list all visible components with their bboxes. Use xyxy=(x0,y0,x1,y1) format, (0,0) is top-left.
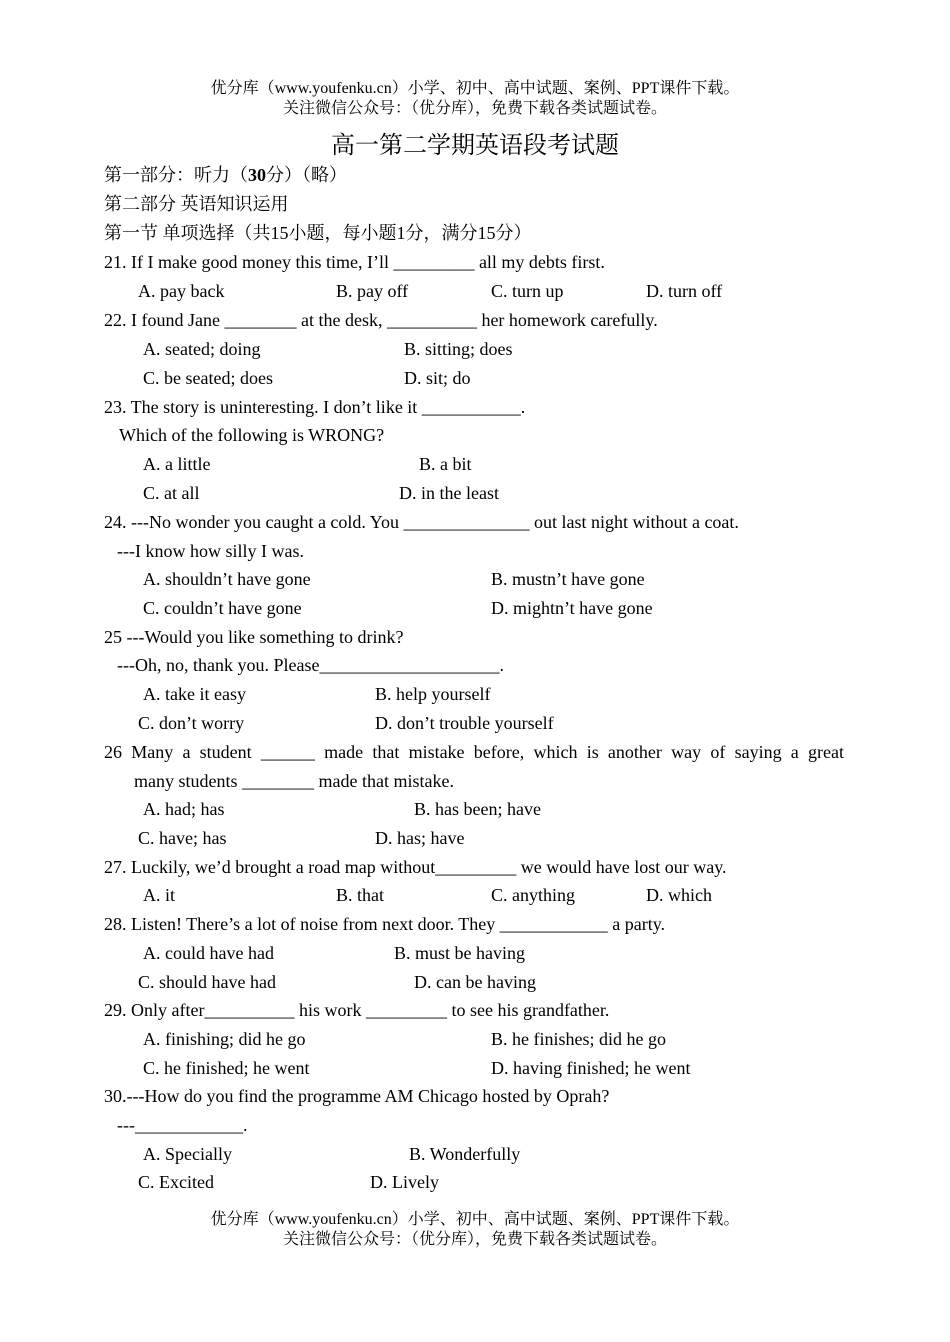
question-30-stem-2: ---____________. xyxy=(117,1115,248,1135)
question-24-option-a: A. shouldn’t have gone xyxy=(143,569,311,589)
part-two-heading: 第二部分 英语知识运用 xyxy=(104,194,289,214)
section-one-heading: 第一节 单项选择（共15小题，每小题1分，满分15分） xyxy=(104,223,532,243)
question-23-option-b: B. a bit xyxy=(419,454,472,474)
question-21-option-b: B. pay off xyxy=(336,281,409,301)
question-24-option-c: C. couldn’t have gone xyxy=(143,598,302,618)
question-30-stem: 30.---How do you find the programme AM Chicago hosted by Oprah? xyxy=(104,1086,610,1106)
question-24-option-d: D. mightn’t have gone xyxy=(491,598,653,618)
question-22-stem: 22. I found Jane ________ at the desk, __________ her homework carefully. xyxy=(104,310,658,330)
question-28-stem: 28. Listen! There’s a lot of noise from next door. They ____________ a party. xyxy=(104,914,666,934)
question-22-option-d: D. sit; do xyxy=(404,368,471,388)
question-22-option-a: A. seated; doing xyxy=(143,339,261,359)
question-26-option-b: B. has been; have xyxy=(414,799,541,819)
question-23-option-a: A. a little xyxy=(143,454,211,474)
question-29-option-a: A. finishing; did he go xyxy=(143,1029,306,1049)
part-one-heading xyxy=(104,163,347,187)
question-25-stem: 25 ---Would you like something to drink? xyxy=(104,627,404,647)
question-30-option-c: C. Excited xyxy=(138,1172,214,1192)
question-29-stem: 29. Only after__________ his work _________ to see his grandfather. xyxy=(104,1000,610,1020)
part-one-score: 30 xyxy=(248,165,266,185)
question-23-stem-2: Which of the following is WRONG? xyxy=(119,425,385,445)
question-27-option-d: D. which xyxy=(646,885,712,905)
footer-line-1: 优分库（www.youfenku.cn）小学、初中、高中试题、案例、PPT课件下载。 xyxy=(210,1211,740,1228)
question-28-option-d: D. can be having xyxy=(414,972,536,992)
question-23-option-d: D. in the least xyxy=(399,483,499,503)
question-26-option-a: A. had; has xyxy=(143,799,225,819)
question-24-stem: 24. ---No wonder you caught a cold. You ______________ out last night without a coat. xyxy=(104,512,739,532)
exam-title: 高一第二学期英语段考试题 xyxy=(331,133,619,159)
part-one-suffix: 分）（略） xyxy=(266,165,347,185)
question-29-option-c: C. he finished; he went xyxy=(143,1058,310,1078)
question-29-option-d: D. having finished; he went xyxy=(491,1058,691,1078)
part-one-prefix: 第一部分：听力（ xyxy=(104,165,248,185)
question-27-option-a: A. it xyxy=(143,885,176,905)
question-28-option-c: C. should have had xyxy=(138,972,276,992)
question-30-option-a: A. Specially xyxy=(143,1144,232,1164)
question-28-option-a: A. could have had xyxy=(143,943,274,963)
question-26-stem: 26 Many a student ______ made that mistake before, which is another way of saying a great xyxy=(104,742,844,762)
question-30-option-d: D. Lively xyxy=(370,1172,439,1192)
question-26-option-d: D. has; have xyxy=(375,828,465,848)
question-27-stem: 27. Luckily, we’d brought a road map without_________ we would have lost our way. xyxy=(104,857,727,877)
question-25-option-c: C. don’t worry xyxy=(138,713,245,733)
question-21-option-c: C. turn up xyxy=(491,281,564,301)
question-24-option-b: B. mustn’t have gone xyxy=(491,569,645,589)
question-28-option-b: B. must be having xyxy=(394,943,525,963)
question-22-option-b: B. sitting; does xyxy=(404,339,513,359)
question-26-stem-2: many students ________ made that mistake. xyxy=(134,771,454,791)
question-27-option-b: B. that xyxy=(336,885,384,905)
question-21-stem: 21. If I make good money this time, I’ll _________ all my debts first. xyxy=(104,252,605,272)
question-22-option-c: C. be seated; does xyxy=(143,368,273,388)
question-25-option-a: A. take it easy xyxy=(143,684,246,704)
header-line-2: 关注微信公众号：（优分库），免费下载各类试题试卷。 xyxy=(282,100,667,117)
question-29-option-b: B. he finishes; did he go xyxy=(491,1029,666,1049)
question-26-option-c: C. have; has xyxy=(138,828,227,848)
question-24-stem-2: ---I know how silly I was. xyxy=(117,541,304,561)
question-21-option-d: D. turn off xyxy=(646,281,723,301)
question-25-stem-2: ---Oh, no, thank you. Please____________________. xyxy=(117,655,504,675)
question-30-option-b: B. Wonderfully xyxy=(409,1144,521,1164)
question-23-option-c: C. at all xyxy=(143,483,200,503)
question-25-option-d: D. don’t trouble yourself xyxy=(375,713,554,733)
header-line-1: 优分库（www.youfenku.cn）小学、初中、高中试题、案例、PPT课件下载。 xyxy=(210,80,740,97)
question-25-option-b: B. help yourself xyxy=(375,684,491,704)
question-23-stem: 23. The story is uninteresting. I don’t like it ___________. xyxy=(104,397,526,417)
question-21-option-a: A. pay back xyxy=(138,281,225,301)
question-27-option-c: C. anything xyxy=(491,885,575,905)
footer-line-2: 关注微信公众号：（优分库），免费下载各类试题试卷。 xyxy=(282,1231,667,1248)
